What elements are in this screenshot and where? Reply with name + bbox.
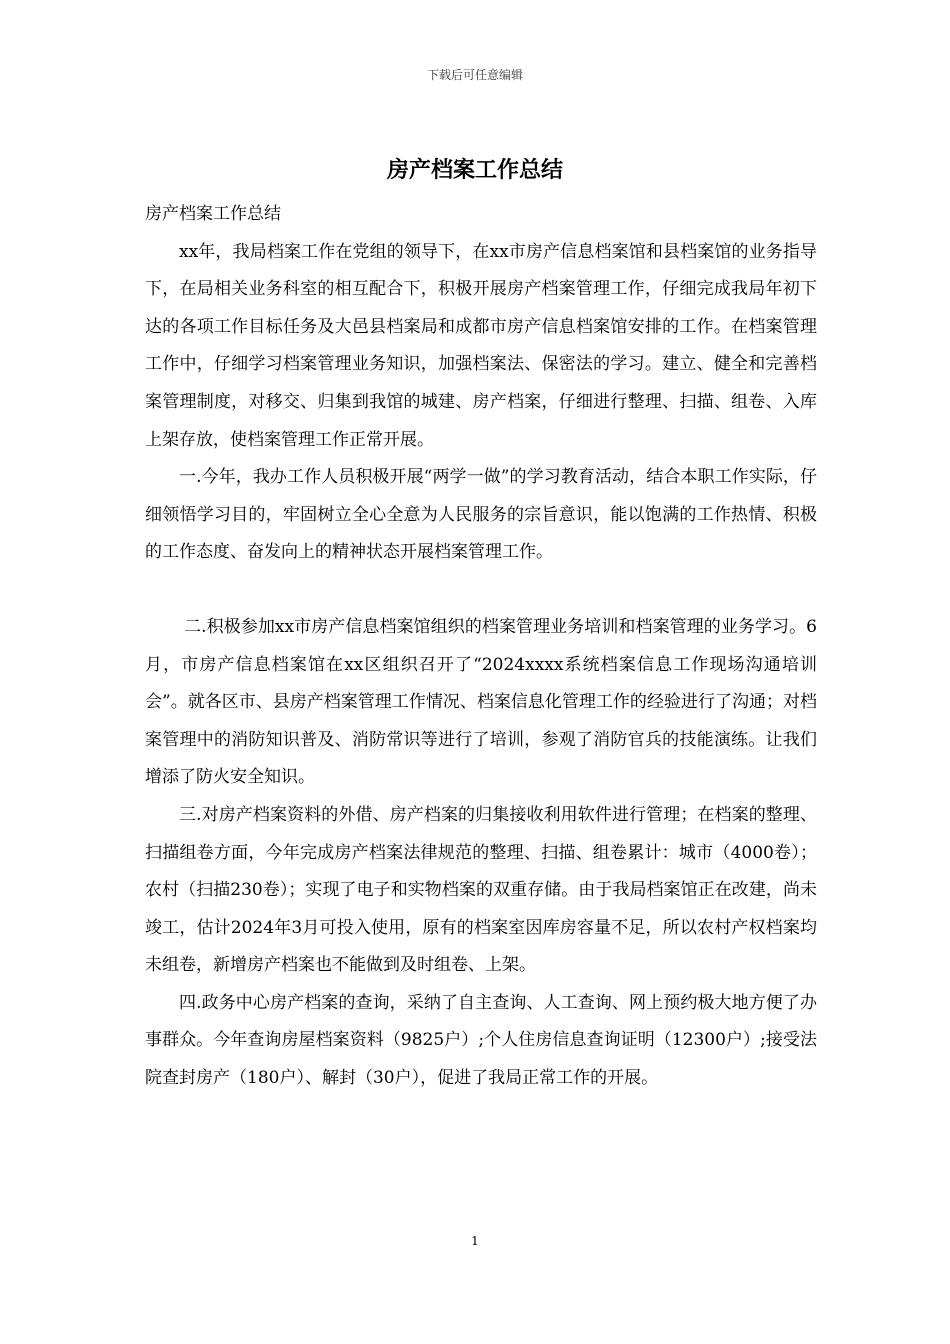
document-subtitle: 房产档案工作总结 [145,204,281,224]
document-title: 房产档案工作总结 [386,157,563,183]
paragraph-section-1: 一.今年，我办工作人员积极开展“两学一做”的学习教育活动，结合本职工作实际，仔细领悟学习目的，牢固树立全心全意为人民服务的宗旨意识，能以饱满的工作热情、积极的工作态度、奋发向上的精神状态开展档案管理工作。 [145,467,817,563]
paragraph-section-3: 三.对房产档案资料的外借、房产档案的归集接收利用软件进行管理；在档案的整理、扫描组卷方面，今年完成房产档案法律规范的整理、扫描、组卷累计：城市（4000卷）；农村（扫描230卷）；实现了电子和实物档案的双重存储。由于我局档案馆正在改建，尚未竣工，估计2024年3月可投入使用，原有的档案室因库房容量不足，所以农村产权档案均未组卷，新增房产档案也不能做到及时组卷、上架。 [145,804,817,976]
paragraph-intro: xx年，我局档案工作在党组的领导下，在xx市房产信息档案馆和县档案馆的业务指导下，在局相关业务科室的相互配合下，积极开展房产档案管理工作，仔细完成我局年初下达的各项工作目标任务及大邑县档案局和成都市房产信息档案馆安排的工作。在档案管理工作中，仔细学习档案管理业务知识，加强档案法、保密法的学习。建立、健全和完善档案管理制度，对移交、归集到我馆的城建、房产档案，仔细进行整理、扫描、组卷、入库上架存放，使档案管理工作正常开展。 [145,241,817,450]
paragraph-section-4: 四.政务中心房产档案的查询，采纳了自主查询、人工查询、网上预约极大地方便了办事群众。今年查询房屋档案资料（9825户）;个人住房信息查询证明（12300户）;接受法院查封房产（180户）、解封（30户），促进了我局正常工作的开展。 [145,992,817,1089]
document-body [145,196,817,1098]
paragraph-section-2: 二.积极参加xx市房产信息档案馆组织的档案管理业务培训和档案管理的业务学习。6月，市房产信息档案馆在xx区组织召开了“2024xxxx系统档案信息工作现场沟通培训会”。就各区市、县房产档案管理工作情况、档案信息化管理工作的经验进行了沟通；对档案管理中的消防知识普及、消防常识等进行了培训，参观了消防官兵的技能演练。让我们增添了防火安全知识。 [145,616,817,788]
page-header: 下载后可任意编辑 [426,68,523,82]
page-number: 1 [471,1234,479,1248]
